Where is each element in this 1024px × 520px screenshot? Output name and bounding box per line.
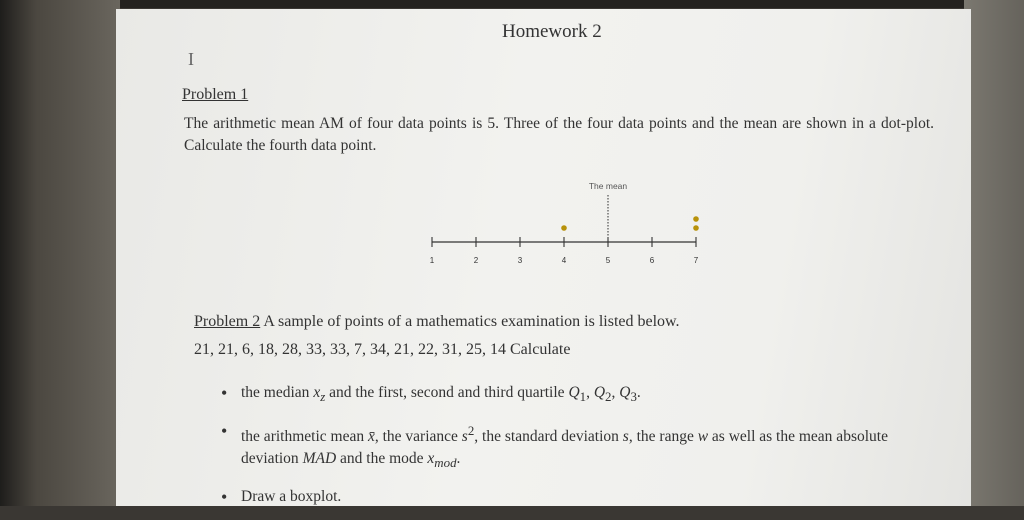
problem1-text: The arithmetic mean AM of four data points is 5. Three of the four data points and the mean are shown in a dot-plot. Calculate the fourth data point. xyxy=(184,115,934,154)
dot-plot xyxy=(416,177,716,277)
problem2-heading xyxy=(194,313,680,331)
mean-annotation: The mean xyxy=(588,181,628,191)
x-tick-label: 1 xyxy=(429,256,435,265)
task-item-median: • the median $x_z$ and the first, second and third quartile $Q_1$, $Q_2$, $Q_3$. xyxy=(221,382,941,408)
document-page xyxy=(116,9,971,506)
x-tick-label: 2 xyxy=(473,256,479,265)
problem2-data-list: 21, 21, 6, 18, 28, 33, 33, 7, 34, 21, 22, 31, 25, 14 xyxy=(194,341,506,358)
text-cursor-icon: I xyxy=(188,49,194,69)
problem1-heading: Problem 1 xyxy=(182,86,249,103)
data-point xyxy=(693,225,699,231)
background-left xyxy=(0,0,120,506)
task-list xyxy=(221,382,941,520)
problem2-label: Problem 2 xyxy=(194,313,261,330)
x-tick-label: 3 xyxy=(517,256,523,265)
x-tick-label: 7 xyxy=(693,256,699,265)
x-tick-label: 4 xyxy=(561,256,567,265)
background-right xyxy=(964,0,1024,506)
data-point xyxy=(561,225,567,231)
page-title: Homework 2 xyxy=(502,21,602,42)
x-tick-label: 6 xyxy=(649,256,655,265)
problem2-data xyxy=(194,341,570,359)
background-top xyxy=(0,0,1024,8)
problem2-calculate: Calculate xyxy=(506,341,571,358)
data-point xyxy=(693,216,699,222)
problem2-intro: A sample of points of a mathematics examination is listed below. xyxy=(260,313,680,330)
task-item-statistics: • the arithmetic mean x̄, the variance $s^2$, the standard deviation s, the range w as well as the mean absolute deviation MAD and the mode $x_{mod}$. xyxy=(221,420,941,474)
x-tick-label: 5 xyxy=(605,256,611,265)
task-item-boxplot: • Draw a boxplot. xyxy=(221,486,941,508)
